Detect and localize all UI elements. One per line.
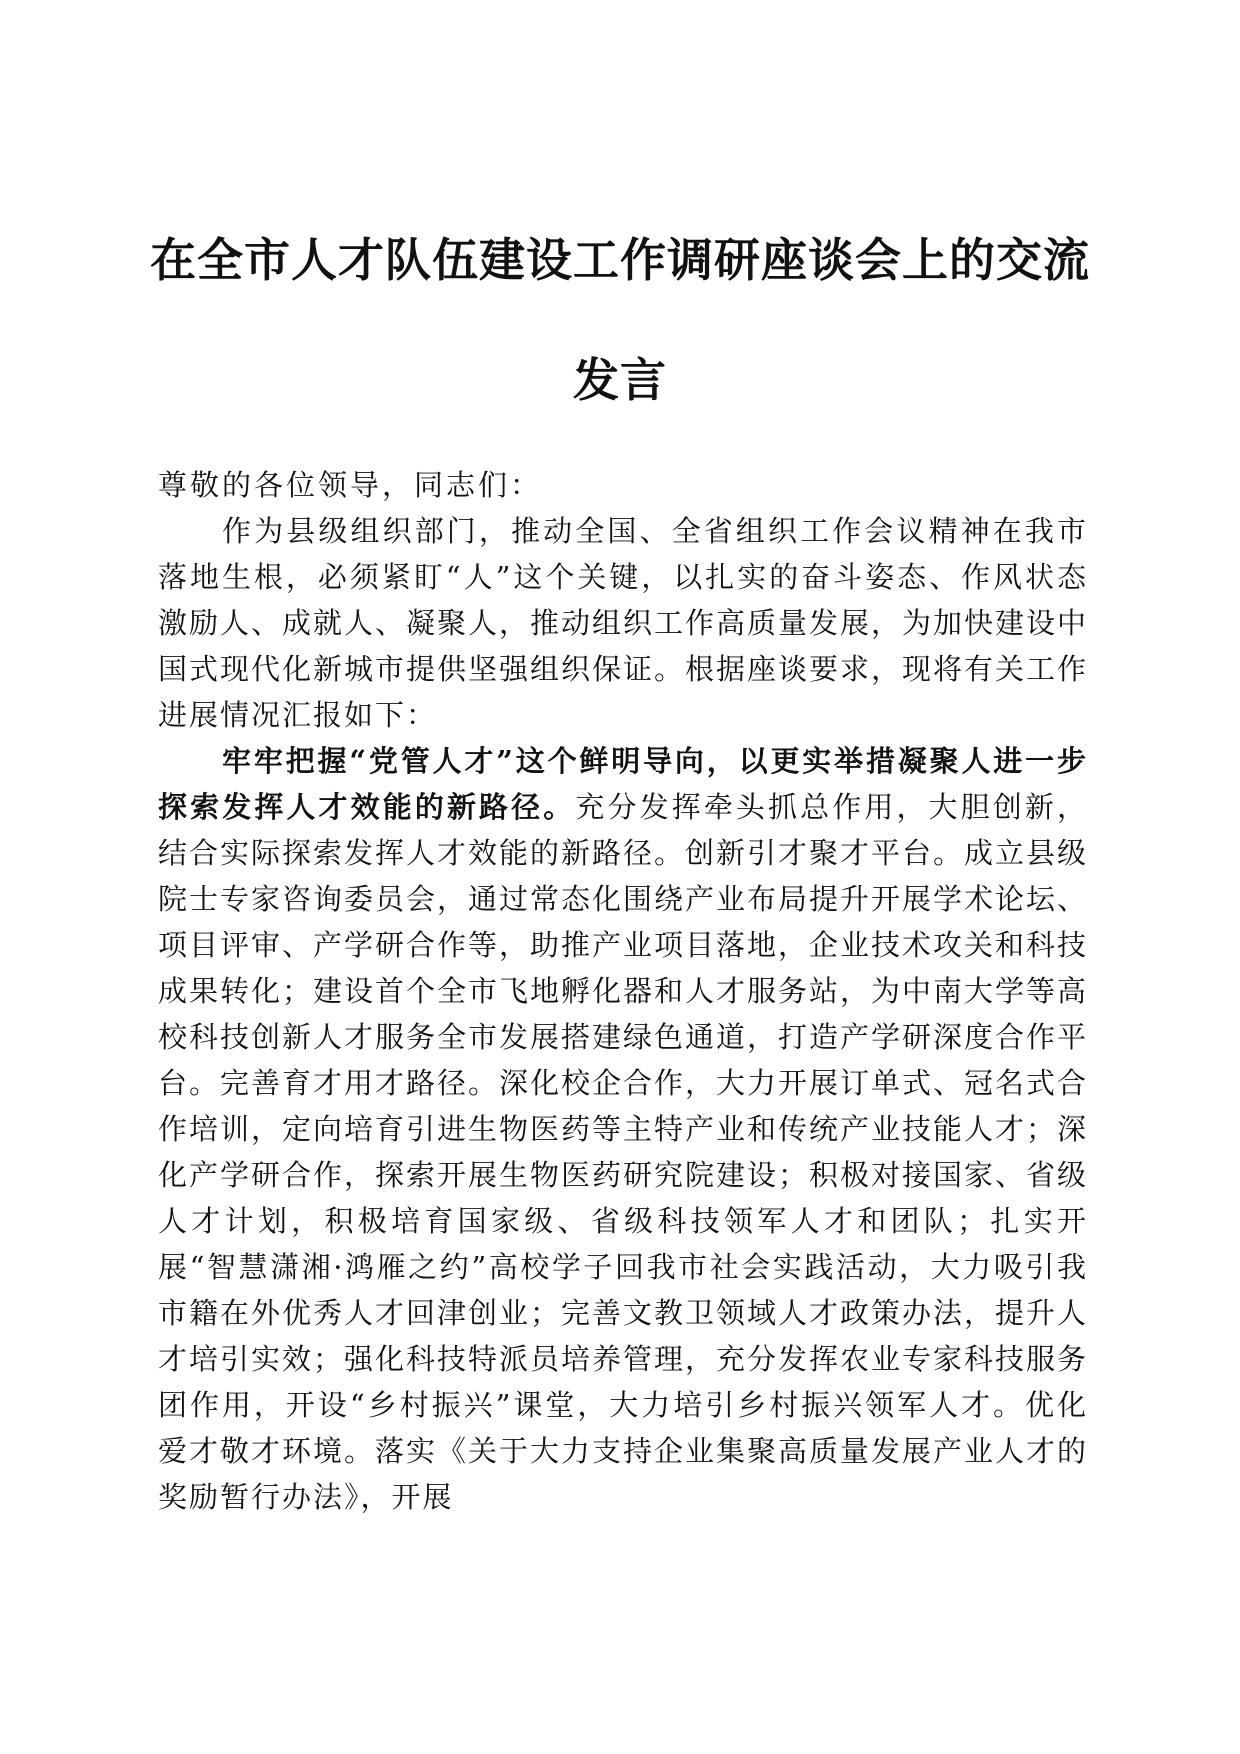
paragraph-intro: 作为县级组织部门，推动全国、全省组织工作会议精神在我市落地生根，必须紧盯“人”这个关键，以扎实的奋斗姿态、作风状态激励人、成就人、凝聚人，推动组织工作高质量发展，为加快建设中国式现代化新城市提供坚强组织保证。根据座谈要求，现将有关工作进展情况汇报如下： (158, 514, 1089, 732)
document-title-line-2: 发言 (573, 353, 667, 407)
document-title-line-1: 在全市人才队伍建设工作调研座谈会上的交流 (150, 233, 1090, 287)
paragraph-lead-heading: 牢牢把握“党管人才”这个鲜明导向，以更实举措凝聚人进一步探索发挥人才效能的新路径。 (158, 744, 1088, 824)
salutation: 尊敬的各位领导，同志们： (158, 468, 543, 502)
paragraph-body-text: 充分发挥牵头抓总作用，大胆创新，结合实际探索发挥人才效能的新路径。创新引才聚才平台。成立县级院士专家咨询委员会，通过常态化围绕产业布局提升开展学术论坛、项目评审、产学研合作等，助推产业项目落地，企业技术攻关和科技成果转化；建设首个全市飞地孵化器和人才服务站，为中南大学等高校科技创新人才服务全市发展搭建绿色通道，打造产学研深度合作平台。完善育才用才路径。深化校企合作，大力开展订单式、冠名式合作培训，定向培育引进生物医药等主特产业和传统产业技能人才；深化产学研合作，探索开展生物医药研究院建设；积极对接国家、省级人才计划，积极培育国家级、省级科技领军人才和团队；扎实开展“智慧潇湘·鸿雁之约”高校学子回我市社会实践活动，大力吸引我市籍在外优秀人才回津创业；完善文教卫领域人才政策办法，提升人才培引实效；强化科技特派员培养管理，充分发挥农业专家科技服务团作用，开设“乡村振兴”课堂，大力培引乡村振兴领军人才。优化爱才敬才环境。落实《关于大力支持企业集聚高质量发展产业人才的奖励暂行办法》，开展 (158, 790, 1089, 1514)
paragraph-talent-guidance (158, 738, 1088, 1520)
